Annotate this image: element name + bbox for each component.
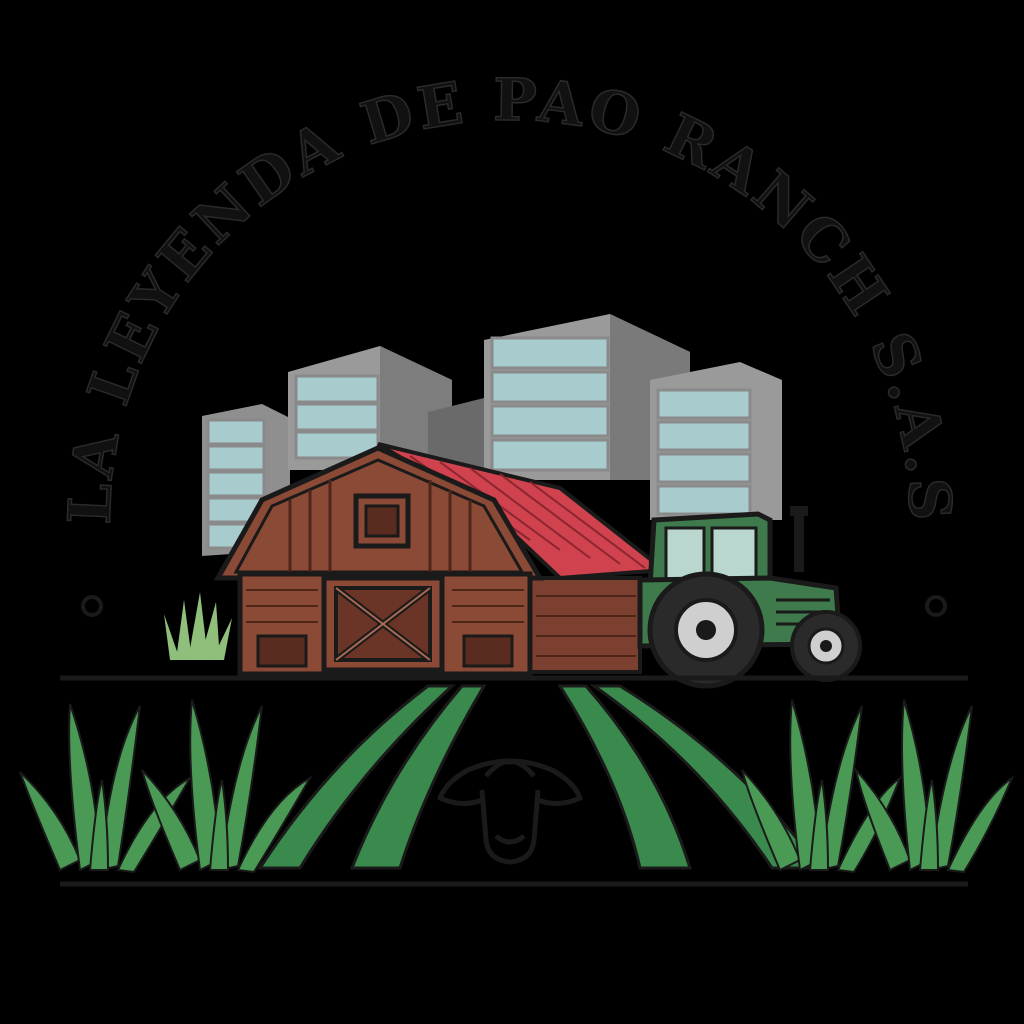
arc-title-text: LA LEYENDA DE PAO RANCH S.A.S	[55, 65, 965, 526]
